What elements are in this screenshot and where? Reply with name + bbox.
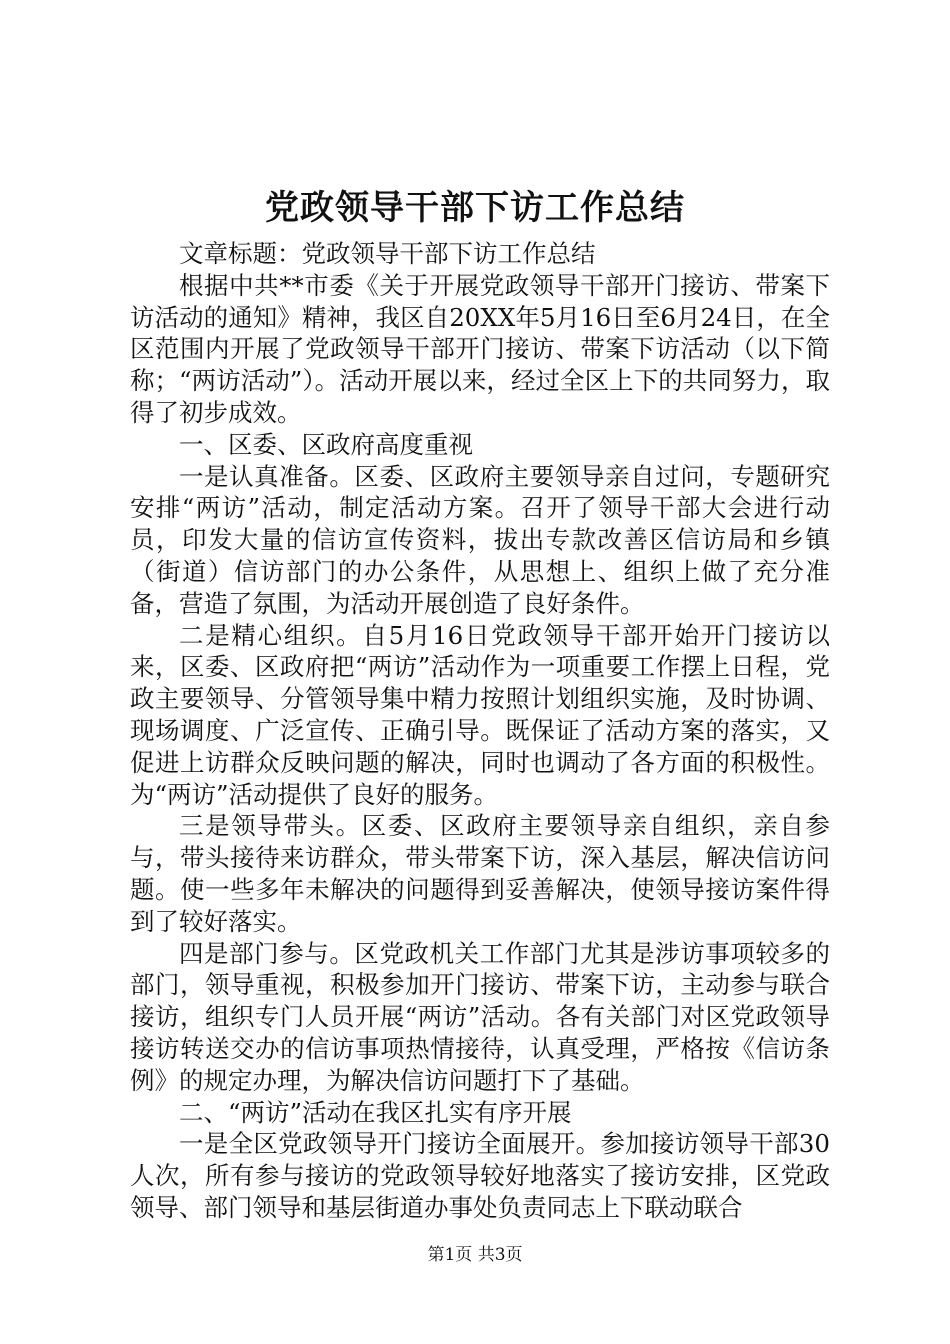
section-heading-1: 一、区委、区政府高度重视: [179, 429, 473, 459]
paragraph-leadership: 三是领导带头。区委、区政府主要领导亲自组织，亲自参与，带头接待来访群众，带头带案下访，深入基层，解决信访问题。使一些多年未解决的问题得到妥善解决，使领导接访案件得到了较好落实。: [130, 811, 830, 936]
paragraph-organization: 二是精心组织。自5月16日党政领导干部开始开门接访以来，区委、区政府把“两访”活动作为一项重要工作摆上日程，党政主要领导、分管领导集中精力按照计划组织实施，及时协调、现场调度、广泛宣传、正确引导。既保证了活动方案的落实，又促进上访群众反映问题的解决，同时也调动了各方面的积极性。为“两访”活动提供了良好的服务。: [130, 620, 830, 809]
section-heading-2: 二、“两访”活动在我区扎实有序开展: [179, 1097, 572, 1127]
paragraph-intro: 根据中共**市委《关于开展党政领导干部开门接访、带案下访活动的通知》精神，我区自20XX年5月16日至6月24日，在全区范围内开展了党政领导干部开门接访、带案下访活动（以下简称；“两访活动”）。活动开展以来，经过全区上下的共同努力，取得了初步成效。: [130, 270, 830, 427]
paragraph-article-title: 文章标题：党政领导干部下访工作总结: [179, 239, 596, 268]
paragraph-departments: 四是部门参与。区党政机关工作部门尤其是涉访事项较多的部门，领导重视，积极参加开门接访、带案下访，主动参与联合接访，组织专门人员开展“两访”活动。各有关部门对区党政领导接访转送交办的信访事项热情接待，认真受理，严格按《信访条例》的规定办理，为解决信访问题打下了基础。: [130, 938, 830, 1095]
page-number-footer: 第1页 共3页: [427, 1245, 523, 1265]
document-title: 党政领导干部下访工作总结: [265, 188, 685, 228]
document-body: [130, 238, 830, 1224]
paragraph-preparation: 一是认真准备。区委、区政府主要领导亲自过问，专题研究安排“两访”活动，制定活动方案。召开了领导干部大会进行动员，印发大量的信访宣传资料，拔出专款改善区信访局和乡镇（街道）信访部门的办公条件，从思想上、组织上做了充分准备，营造了氛围，为活动开展创造了良好条件。: [130, 461, 830, 618]
paragraph-open-reception: 一是全区党政领导开门接访全面展开。参加接访领导干部30人次，所有参与接访的党政领导较好地落实了接访安排，区党政领导、部门领导和基层街道办事处负责同志上下联动联合: [130, 1129, 830, 1222]
